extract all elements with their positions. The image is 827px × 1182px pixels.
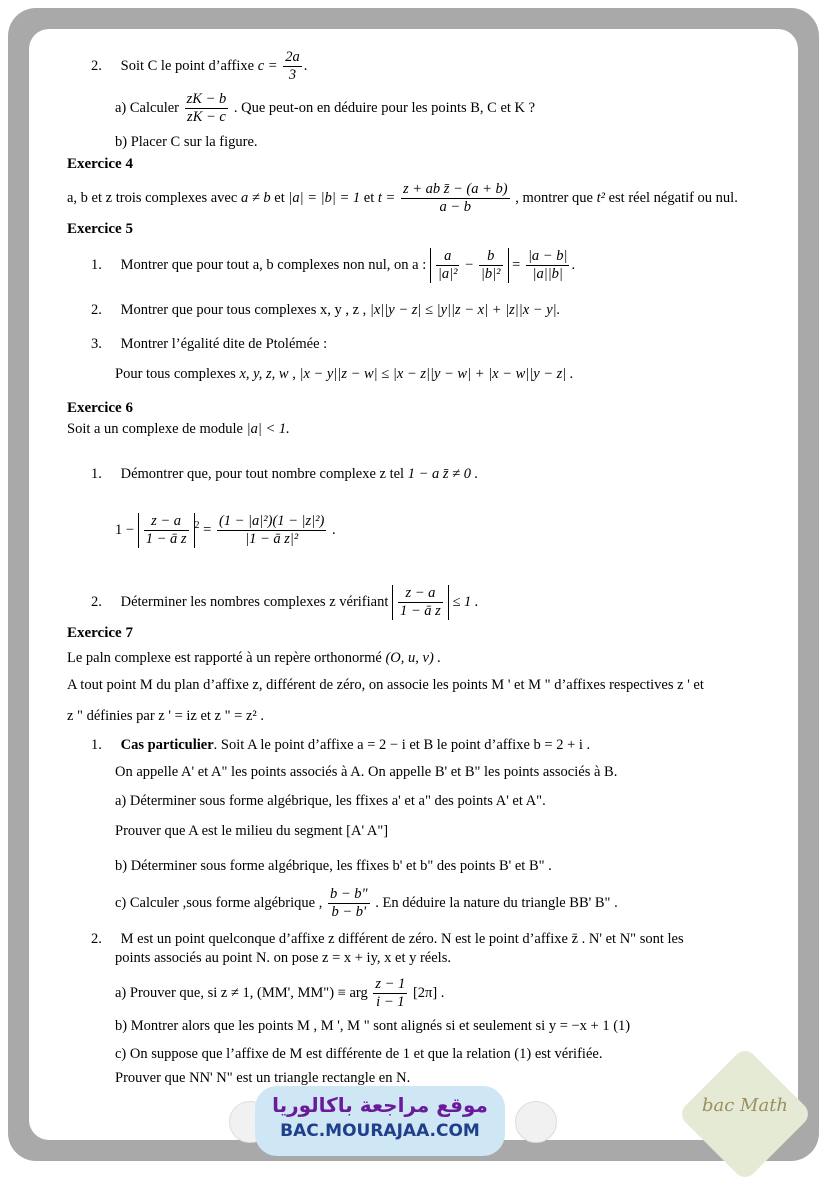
math-text: |a| < 1.: [246, 421, 290, 437]
exercise-5-title: Exercice 5: [67, 221, 133, 237]
item-text: M est un point quelconque d’affixe z différent de zéro. N est le point d’affixe z̄ . N' et N" sont les: [120, 931, 684, 947]
exercise-4-title: Exercice 4: [67, 156, 133, 172]
item-text: Pour tous complexes: [115, 366, 236, 382]
item-number: 2.: [91, 57, 102, 74]
statement-text: et: [274, 189, 285, 206]
math-text: |x||y − z| ≤ |y||z − x| + |z||x − y|.: [369, 302, 561, 318]
ex5-item3: [91, 335, 327, 353]
part-text: c) Calculer ,sous forme algébrique ,: [115, 894, 323, 911]
fraction-denominator: |1 − ā z|²: [245, 531, 299, 547]
absolute-value: [392, 585, 449, 620]
site-logo-link[interactable]: [255, 1086, 505, 1156]
fraction: [398, 585, 443, 620]
statement-text: est réel négatif ou nul.: [608, 189, 738, 206]
item-number: 1.: [91, 737, 102, 753]
fraction-numerator: z − 1: [375, 976, 406, 992]
item-number: 2.: [91, 931, 102, 947]
fraction-denominator: |a|²: [437, 266, 458, 282]
ex6-item1: [91, 465, 478, 483]
ex5-item1: 1. Montrer que pour tout a, b complexes non nul, on a : $\frac{a}{\text{|a|²}}$ − $\frac{b}{\text{|b|²}}$ = $\frac{|a - b|}{|a||b|}$ .: [91, 248, 576, 282]
fraction-numerator: z − a: [398, 585, 443, 603]
part-label: a) Calculer: [115, 99, 180, 116]
fraction: [436, 248, 460, 283]
fraction: [283, 49, 302, 84]
statement-text: et: [363, 189, 375, 206]
fraction-numerator: 2a: [285, 49, 300, 65]
fraction: [526, 248, 570, 283]
math-operator: =: [512, 256, 521, 273]
exercise-6-title: Exercice 6: [67, 400, 133, 416]
math-operator: =: [203, 521, 212, 538]
fraction-numerator: b: [479, 248, 503, 266]
ex7-line2: A tout point M du plan d’affixe z, différent de zéro, on associe les points M ' et M " d’affixes respectives z ' et: [67, 677, 704, 693]
part-text: . En déduire la nature du triangle BB' B" .: [375, 894, 618, 911]
fraction-denominator: 1 − ā z: [145, 531, 187, 547]
fraction-numerator: |a − b|: [527, 248, 568, 264]
statement-text: Soit a un complexe de module: [67, 421, 243, 437]
ex6-item2: [91, 585, 479, 620]
fraction-denominator: b − b': [331, 904, 367, 920]
fraction: [373, 976, 407, 1011]
fraction: [144, 513, 189, 548]
fraction: [328, 886, 370, 921]
ex3-item2: 2. Soit C le point d’affixe c = $\frac{2a}{3}$ .: [91, 49, 308, 83]
math-text: (O, u, v) .: [385, 650, 442, 666]
item-text: Montrer que pour tout a, b complexes non nul, on a :: [120, 256, 427, 273]
ex7-part2-line2: points associés au point N. on pose z = x + iy, x et y réels.: [115, 950, 451, 966]
statement-text: a, b et z trois complexes avec: [67, 189, 238, 206]
site-name-latin: BAC.MOURAJAA.COM: [280, 1121, 480, 1141]
fraction: [401, 181, 510, 216]
ex4-statement: [67, 181, 738, 216]
ex7-part2-c2: Prouver que NN' N" est un triangle rectangle en N.: [115, 1070, 411, 1086]
item-text: Démontrer que, pour tout nombre complexe z tel: [120, 466, 405, 482]
ex3-part-b: b) Placer C sur la figure.: [115, 134, 258, 150]
fraction: [217, 513, 326, 548]
absolute-value: [138, 513, 195, 548]
math-text: 1 −: [115, 521, 135, 538]
part-text: . Que peut-on en déduire pour les points B, C et K ?: [233, 99, 536, 116]
ex5-item2: [91, 301, 560, 319]
fraction-denominator: 3: [288, 67, 297, 83]
statement-text: Le paln complexe est rapporté à un repère orthonormé: [67, 650, 382, 666]
fraction-numerator: z − a: [144, 513, 189, 531]
item-text: Montrer l’égalité dite de Ptolémée :: [120, 336, 328, 352]
fraction-denominator: 1 − ā z: [400, 603, 441, 619]
fraction-numerator: a: [436, 248, 460, 266]
math-text: |x − y||z − w| ≤ |x − z||y − w| + |x − w||y − z| .: [299, 366, 574, 382]
ex7-line3: z " définies par z ' = iz et z " = z² .: [67, 708, 264, 724]
absolute-value: [430, 248, 509, 283]
ex5-item3-statement: [115, 365, 574, 383]
item-number: 1.: [91, 256, 102, 273]
math-text: t²: [596, 189, 605, 206]
fraction: [185, 91, 229, 126]
ex3-part-a: [115, 91, 535, 126]
ex7-part1-c: [115, 886, 618, 921]
ex7-part2-b: b) Montrer alors que les points M , M ', M " sont alignés si et seulement si y = −x + 1 (1): [115, 1018, 631, 1034]
item-text: Montrer que pour tous complexes x, y , z ,: [120, 302, 367, 318]
item-number: 1.: [91, 466, 102, 482]
ex7-part1-b: b) Déterminer sous forme algébrique, les ffixes b' et b" des points B' et B" .: [115, 858, 552, 874]
ex6-intro: [67, 420, 290, 438]
item-text: . Soit A le point d’affixe a = 2 − i et B le point d’affixe b = 2 + i .: [213, 737, 591, 753]
item-number: 2.: [91, 593, 102, 610]
ex7-part1-a2: Prouver que A est le milieu du segment [A' A"]: [115, 823, 389, 839]
ex7-line1: [67, 649, 441, 667]
math-text: 1 − a z̄ ≠ 0 .: [407, 466, 479, 482]
math-text: .: [331, 521, 336, 538]
ex6-identity: [115, 513, 336, 548]
fraction-numerator: (1 − |a|²)(1 − |z|²): [218, 513, 325, 529]
document-page: [29, 29, 798, 1140]
math-text: ≤ 1 .: [452, 593, 479, 610]
ex7-part1-line2: On appelle A' et A" les points associés à A. On appelle B' et B" les points associés à B.: [115, 764, 618, 780]
part-text: [2π] .: [412, 984, 445, 1001]
item-number: 3.: [91, 336, 102, 352]
math-operator: −: [465, 256, 474, 273]
fraction-denominator: zK − c: [187, 109, 226, 125]
ex7-part2-a: [115, 976, 444, 1011]
fraction-denominator: |a||b|: [532, 266, 563, 282]
fraction-denominator: a − b: [439, 199, 472, 215]
exponent: 2: [194, 520, 200, 531]
fraction-numerator: z + ab z̄ − (a + b): [402, 181, 508, 197]
ex7-part2-c: c) On suppose que l’affixe de M est différente de 1 et que la relation (1) est vérifiée.: [115, 1046, 603, 1062]
bac-math-stamp-text: bac Math: [701, 1095, 789, 1116]
item-text: Déterminer les nombres complexes z vérifiant: [120, 593, 389, 610]
site-name-arabic: موقع مراجعة باكالوريا: [272, 1093, 488, 1117]
fraction-numerator: zK − b: [186, 91, 227, 107]
fraction-numerator: b − b": [329, 886, 368, 902]
math-text: a ≠ b: [240, 189, 271, 206]
fraction-denominator: |b|²: [480, 266, 501, 282]
math-text: t =: [377, 189, 396, 206]
math-text: x, y, z, w ,: [239, 366, 296, 382]
ex7-part1: [91, 736, 590, 754]
item-number: 2.: [91, 302, 102, 318]
exercise-7-title: Exercice 7: [67, 625, 133, 641]
item-heading: Cas particulier: [120, 737, 214, 753]
right-seal-logo: [515, 1101, 557, 1143]
part-text: a) Prouver que, si z ≠ 1, (MM', MM") ≡ arg: [115, 984, 368, 1001]
ex7-part2: [91, 930, 684, 948]
fraction-denominator: i − 1: [376, 994, 405, 1010]
statement-text: , montrer que: [515, 189, 593, 206]
item-text: Soit C le point d’affixe: [120, 57, 255, 74]
math-text: |a| = |b| = 1: [288, 189, 361, 206]
fraction: [479, 248, 503, 283]
ex7-part1-a: a) Déterminer sous forme algébrique, les ffixes a' et a" des points A' et A".: [115, 793, 546, 809]
math-text: c =: [257, 57, 278, 74]
